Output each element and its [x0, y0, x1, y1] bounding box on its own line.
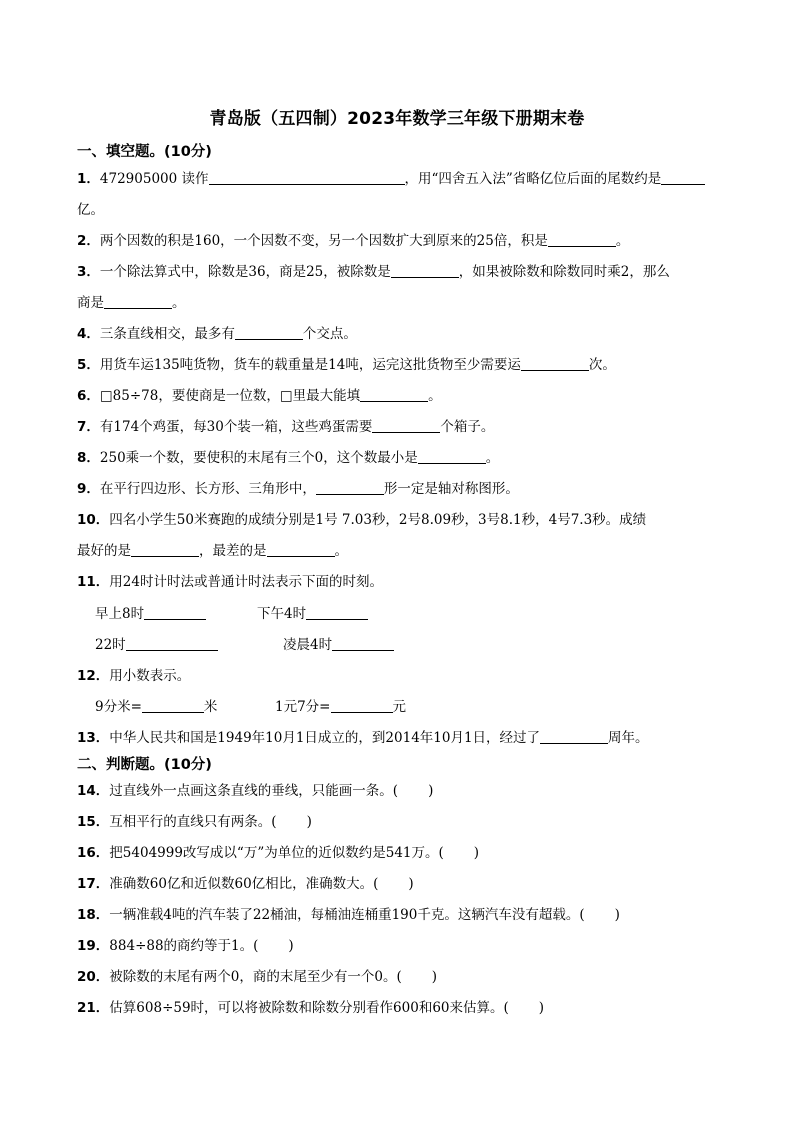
question-10	[77, 508, 646, 528]
question-text: 472905000 读作	[99, 171, 209, 187]
answer-blank[interactable]	[540, 729, 608, 744]
question-text: 。	[334, 543, 348, 559]
sub-item-label: 9分米=	[95, 699, 142, 715]
question-text: 最好的是	[77, 543, 131, 559]
answer-blank[interactable]	[104, 294, 172, 309]
question-number: 9．	[77, 481, 100, 497]
question-text: 250乘一个数，要使积的末尾有三个0，这个数最小是	[99, 450, 418, 466]
question-20	[77, 965, 437, 985]
question-text: )	[431, 969, 438, 985]
question-text: ，最差的是	[199, 543, 267, 559]
question-text: 亿。	[77, 202, 104, 218]
question-text: 把5404999改写成以“万”为单位的近似数约是541万。(	[109, 845, 444, 861]
question-number: 15．	[77, 814, 110, 830]
question-text: 884÷88的商约等于1。(	[109, 938, 259, 954]
question-15	[77, 810, 312, 830]
question-text: 形一定是轴对称图形。	[383, 481, 519, 497]
question-number: 11．	[77, 574, 110, 590]
question-text: )	[428, 783, 434, 799]
question-text: 用24时计时法或普通计时法表示下面的时刻。	[109, 574, 383, 590]
question-text: 。	[485, 450, 500, 466]
answer-blank[interactable]	[209, 170, 405, 185]
question-2	[77, 229, 629, 249]
question-text: 一个除法算式中，除数是36，商是25，被除数是	[99, 264, 391, 280]
question-17	[77, 872, 414, 892]
question-number: 7．	[77, 419, 100, 435]
question-number: 8．	[77, 450, 100, 466]
question-text: 两个因数的积是160，一个因数不变，另一个因数扩大到原来的25倍，积是	[99, 233, 548, 249]
question-13	[77, 726, 649, 746]
answer-blank[interactable]	[418, 449, 486, 464]
answer-blank[interactable]	[306, 605, 368, 620]
sub-item-unit: 元	[392, 699, 406, 715]
answer-blank[interactable]	[316, 480, 384, 495]
section-true-false: 二、判断题。(10分)	[77, 757, 212, 773]
question-text: )	[473, 845, 480, 861]
question-number: 19．	[77, 938, 110, 954]
question-text: )	[288, 938, 294, 954]
question-text: ，用“四舍五入法”省略亿位后面的尾数约是	[404, 171, 662, 187]
question-text: 四名小学生50米赛跑的成绩分别是1号 7.03秒，2号8.09秒，3号8.1秒，4号7.3秒。成绩	[109, 512, 647, 528]
sub-item-label: 1元7分=	[275, 699, 331, 715]
question-text: 三条直线相交，最多有	[99, 326, 235, 342]
question-4	[77, 322, 357, 342]
question-text: )	[614, 907, 620, 923]
question-1-cont	[77, 198, 104, 218]
question-text: 。	[172, 295, 186, 311]
sub-item-unit: 米	[203, 699, 218, 715]
question-11-item-1	[95, 602, 206, 622]
question-19	[77, 934, 294, 954]
question-text: 过直线外一点画这条直线的垂线，只能画一条。(	[109, 783, 399, 799]
sub-item-label: 22时	[95, 637, 126, 653]
section-fill-in: 一、填空题。(10分)	[77, 144, 212, 160]
question-number: 16．	[77, 845, 110, 861]
question-number: 20．	[77, 969, 110, 985]
question-number: 4．	[77, 326, 100, 342]
question-number: 2．	[77, 233, 100, 249]
question-text: 次。	[588, 357, 616, 373]
answer-blank[interactable]	[331, 698, 393, 713]
sub-item-label: 早上8时	[95, 606, 145, 622]
question-text: )	[538, 1000, 545, 1016]
answer-blank[interactable]	[267, 542, 335, 557]
question-number: 12．	[77, 668, 110, 684]
answer-blank[interactable]	[131, 542, 199, 557]
exam-title: 青岛版（五四制）2023年数学三年级下册期末卷	[209, 109, 585, 129]
question-text: 商是	[77, 295, 104, 311]
question-6	[77, 384, 442, 404]
question-number: 17．	[77, 876, 110, 892]
question-11	[77, 570, 383, 590]
question-text: 中华人民共和国是1949年10月1日成立的，到2014年10月1日，经过了	[109, 730, 541, 746]
question-11-item-3	[95, 633, 218, 653]
answer-blank[interactable]	[332, 636, 394, 651]
question-text: 准确数60亿和近似数60亿相比，准确数大。(	[109, 876, 379, 892]
sub-item-label: 下午4时	[257, 606, 307, 622]
question-text: □85÷78，要使商是一位数，□里最大能填	[99, 388, 361, 404]
question-text: 用货车运135吨货物，货车的载重量是14吨，运完这批货物至少需要运	[99, 357, 521, 373]
question-text: 被除数的末尾有两个0，商的末尾至少有一个0。(	[109, 969, 402, 985]
question-text: 估算608÷59时，可以将被除数和除数分别看作600和60来估算。(	[109, 1000, 509, 1016]
question-number: 1．	[77, 171, 100, 187]
question-14	[77, 779, 433, 799]
question-8	[77, 446, 499, 466]
question-1	[77, 167, 705, 187]
question-21	[77, 996, 544, 1016]
question-12	[77, 664, 190, 684]
question-text: 周年。	[608, 730, 649, 746]
question-number: 21．	[77, 1000, 110, 1016]
question-number: 18．	[77, 907, 110, 923]
question-text: 用小数表示。	[109, 668, 191, 684]
question-number: 13．	[77, 730, 110, 746]
answer-blank[interactable]	[391, 263, 459, 278]
question-text: 互相平行的直线只有两条。(	[109, 814, 277, 830]
question-text: 一辆准载4吨的汽车装了22桶油，每桶油连桶重190千克。这辆汽车没有超载。(	[109, 907, 585, 923]
question-text: 。	[615, 233, 630, 249]
answer-blank[interactable]	[144, 605, 206, 620]
question-5	[77, 353, 616, 373]
question-7	[77, 415, 494, 435]
question-text: )	[408, 876, 414, 892]
question-text: 个箱子。	[440, 419, 495, 435]
question-11-item-4	[283, 633, 394, 653]
sub-item-label: 凌晨4时	[283, 637, 333, 653]
answer-blank[interactable]	[360, 387, 428, 402]
question-number: 3．	[77, 264, 100, 280]
question-12-item-2	[275, 695, 406, 715]
question-text: 在平行四边形、长方形、三角形中，	[99, 481, 316, 497]
answer-blank[interactable]	[521, 356, 589, 371]
answer-blank[interactable]	[548, 232, 616, 247]
question-number: 6．	[77, 388, 100, 404]
answer-blank[interactable]	[372, 418, 440, 433]
question-9	[77, 477, 519, 497]
question-number: 5．	[77, 357, 100, 373]
question-12-item-1	[95, 695, 217, 715]
answer-blank[interactable]	[661, 170, 705, 185]
question-text: 。	[428, 388, 442, 404]
question-number: 10．	[77, 512, 110, 528]
question-11-item-2	[257, 602, 368, 622]
question-10-cont	[77, 539, 348, 559]
question-number: 14．	[77, 783, 110, 799]
question-text: ，如果被除数和除数同时乘2，那么	[458, 264, 670, 280]
question-text: )	[306, 814, 312, 830]
question-3	[77, 260, 670, 280]
question-16	[77, 841, 479, 861]
question-text: 有174个鸡蛋，每30个装一箱，这些鸡蛋需要	[99, 419, 373, 435]
question-text: 个交点。	[302, 326, 357, 342]
question-18	[77, 903, 620, 923]
answer-blank[interactable]	[126, 636, 218, 651]
question-3-cont	[77, 291, 186, 311]
answer-blank[interactable]	[235, 325, 303, 340]
answer-blank[interactable]	[142, 698, 204, 713]
